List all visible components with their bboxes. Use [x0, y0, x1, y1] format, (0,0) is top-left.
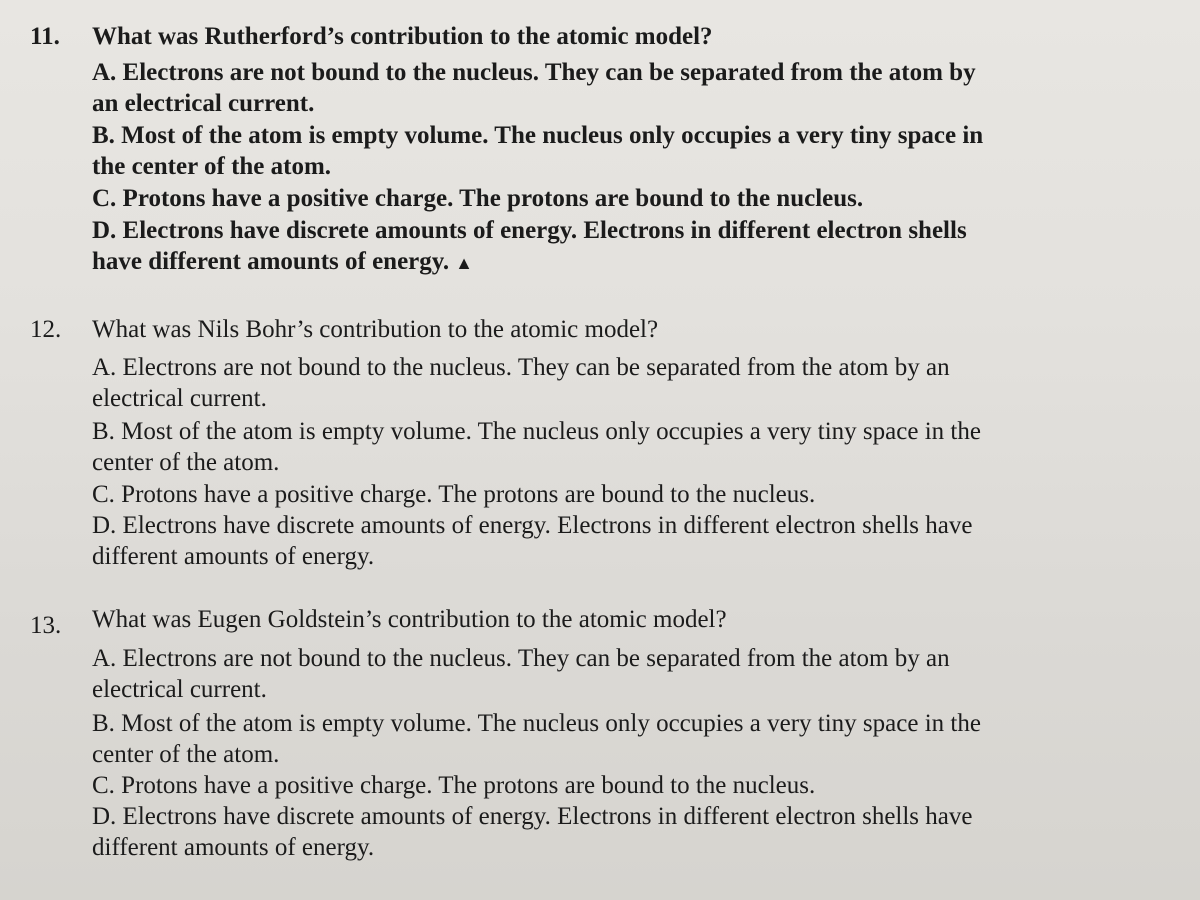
- question-number: 11.: [30, 23, 60, 50]
- option-b: B. Most of the atom is empty volume. The nucleus only occupies a very tiny space in the center of the atom.: [92, 710, 981, 768]
- question-text: What was Eugen Goldstein’s contribution to the atomic model?: [92, 606, 727, 633]
- option-a: A. Electrons are not bound to the nucleus. They can be separated from the atom by an electrical current.: [92, 354, 950, 412]
- option-c: C. Protons have a positive charge. The protons are bound to the nucleus.: [92, 185, 864, 212]
- cursor-arrow-icon: ▲: [455, 252, 473, 273]
- option-d-text: D. Electrons have discrete amounts of energy. Electrons in different electron shells have different amounts of energy.: [92, 217, 967, 275]
- option-a: A. Electrons are not bound to the nucleus. They can be separated from the atom by an electrical current.: [92, 59, 976, 117]
- option-b: B. Most of the atom is empty volume. The nucleus only occupies a very tiny space in the center of the atom.: [92, 122, 984, 180]
- option-d: [92, 215, 1007, 279]
- option-b: B. Most of the atom is empty volume. The nucleus only occupies a very tiny space in the center of the atom.: [92, 418, 981, 476]
- question-text: What was Rutherford’s contribution to the atomic model?: [92, 23, 713, 50]
- option-c: C. Protons have a positive charge. The protons are bound to the nucleus.: [92, 772, 816, 799]
- option-c: C. Protons have a positive charge. The protons are bound to the nucleus.: [92, 481, 816, 508]
- question-number: 12.: [30, 316, 62, 343]
- question-number: 13.: [30, 612, 62, 639]
- option-d: D. Electrons have discrete amounts of energy. Electrons in different electron shells have different amounts of energy.: [92, 803, 973, 861]
- question-text: What was Nils Bohr’s contribution to the atomic model?: [92, 316, 659, 343]
- option-a: A. Electrons are not bound to the nucleus. They can be separated from the atom by an electrical current.: [92, 645, 950, 703]
- option-d: D. Electrons have discrete amounts of energy. Electrons in different electron shells have different amounts of energy.: [92, 512, 973, 570]
